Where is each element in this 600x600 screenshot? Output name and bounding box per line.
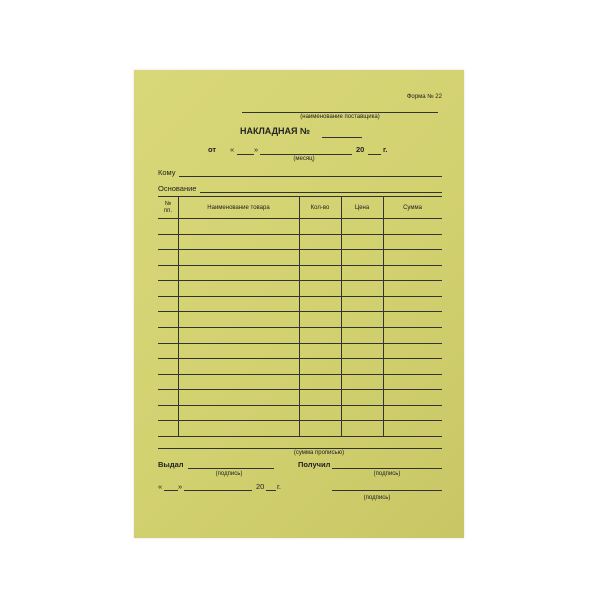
footer-year-suffix: г. [277,482,281,491]
table-col-divider [383,196,384,436]
footer-year-prefix: 20 [256,482,265,491]
table-col-divider [178,196,179,436]
table-row-line [158,343,442,344]
sum-words-line[interactable] [158,448,442,449]
footer-day-line[interactable] [164,490,178,491]
month-caption: (месяц) [293,156,315,162]
table-row-line [158,234,442,235]
header-price: Цена [354,205,370,211]
table-row-line [158,405,442,406]
table-row-line [158,374,442,375]
table-row-line [158,389,442,390]
table-row-line [158,436,442,437]
table-row-line [158,358,442,359]
table-row-line [158,280,442,281]
to-label: Кому [158,168,176,177]
table-top-border [158,196,442,197]
date-quote-close: » [254,145,259,154]
date-month-line[interactable] [260,154,352,155]
date-day-line[interactable] [237,154,254,155]
date-year-suffix: г. [383,145,388,154]
issued-signature-line[interactable] [188,468,274,469]
table-row-line [158,265,442,266]
table-header-border [158,218,442,219]
invoice-number-line[interactable] [322,137,362,138]
footer-signature-caption: (подпись) [363,495,391,501]
table-row-line [158,249,442,250]
recipient-line[interactable] [179,176,442,177]
header-sum: Сумма [403,205,422,211]
date-year-line[interactable] [368,154,381,155]
form-number: Форма № 22 [406,94,442,100]
invoice-title: НАКЛАДНАЯ № [240,126,311,136]
issued-signature-caption: (подпись) [215,471,243,477]
footer-year-line[interactable] [266,490,276,491]
table-row-line [158,296,442,297]
table-row-line [158,311,442,312]
sum-words-caption: (сумма прописью) [293,450,345,456]
footer-quote-close: » [178,482,183,491]
table-col-divider [341,196,342,436]
received-label: Получил [298,460,331,469]
table-row-line [158,420,442,421]
date-quote-open: « [230,145,235,154]
footer-quote-open: « [158,482,163,491]
table-col-divider [299,196,300,436]
goods-table [158,196,442,436]
received-signature-caption: (подпись) [373,471,401,477]
header-qty: Кол-во [310,205,330,211]
header-number: № пп. [163,201,173,214]
received-signature-line[interactable] [332,468,442,469]
header-name: Наименование товара [207,205,270,211]
invoice-form-sheet [134,70,464,538]
issued-label: Выдал [158,460,184,469]
footer-signature-line[interactable] [332,490,442,491]
supplier-name-line[interactable] [242,112,438,113]
date-year-prefix: 20 [356,145,365,154]
table-row-line [158,327,442,328]
supplier-caption: (наименование поставщика) [300,114,380,120]
basis-label: Основание [158,184,197,193]
date-from-label: от [208,145,217,154]
basis-line[interactable] [200,192,442,193]
footer-month-line[interactable] [184,490,252,491]
